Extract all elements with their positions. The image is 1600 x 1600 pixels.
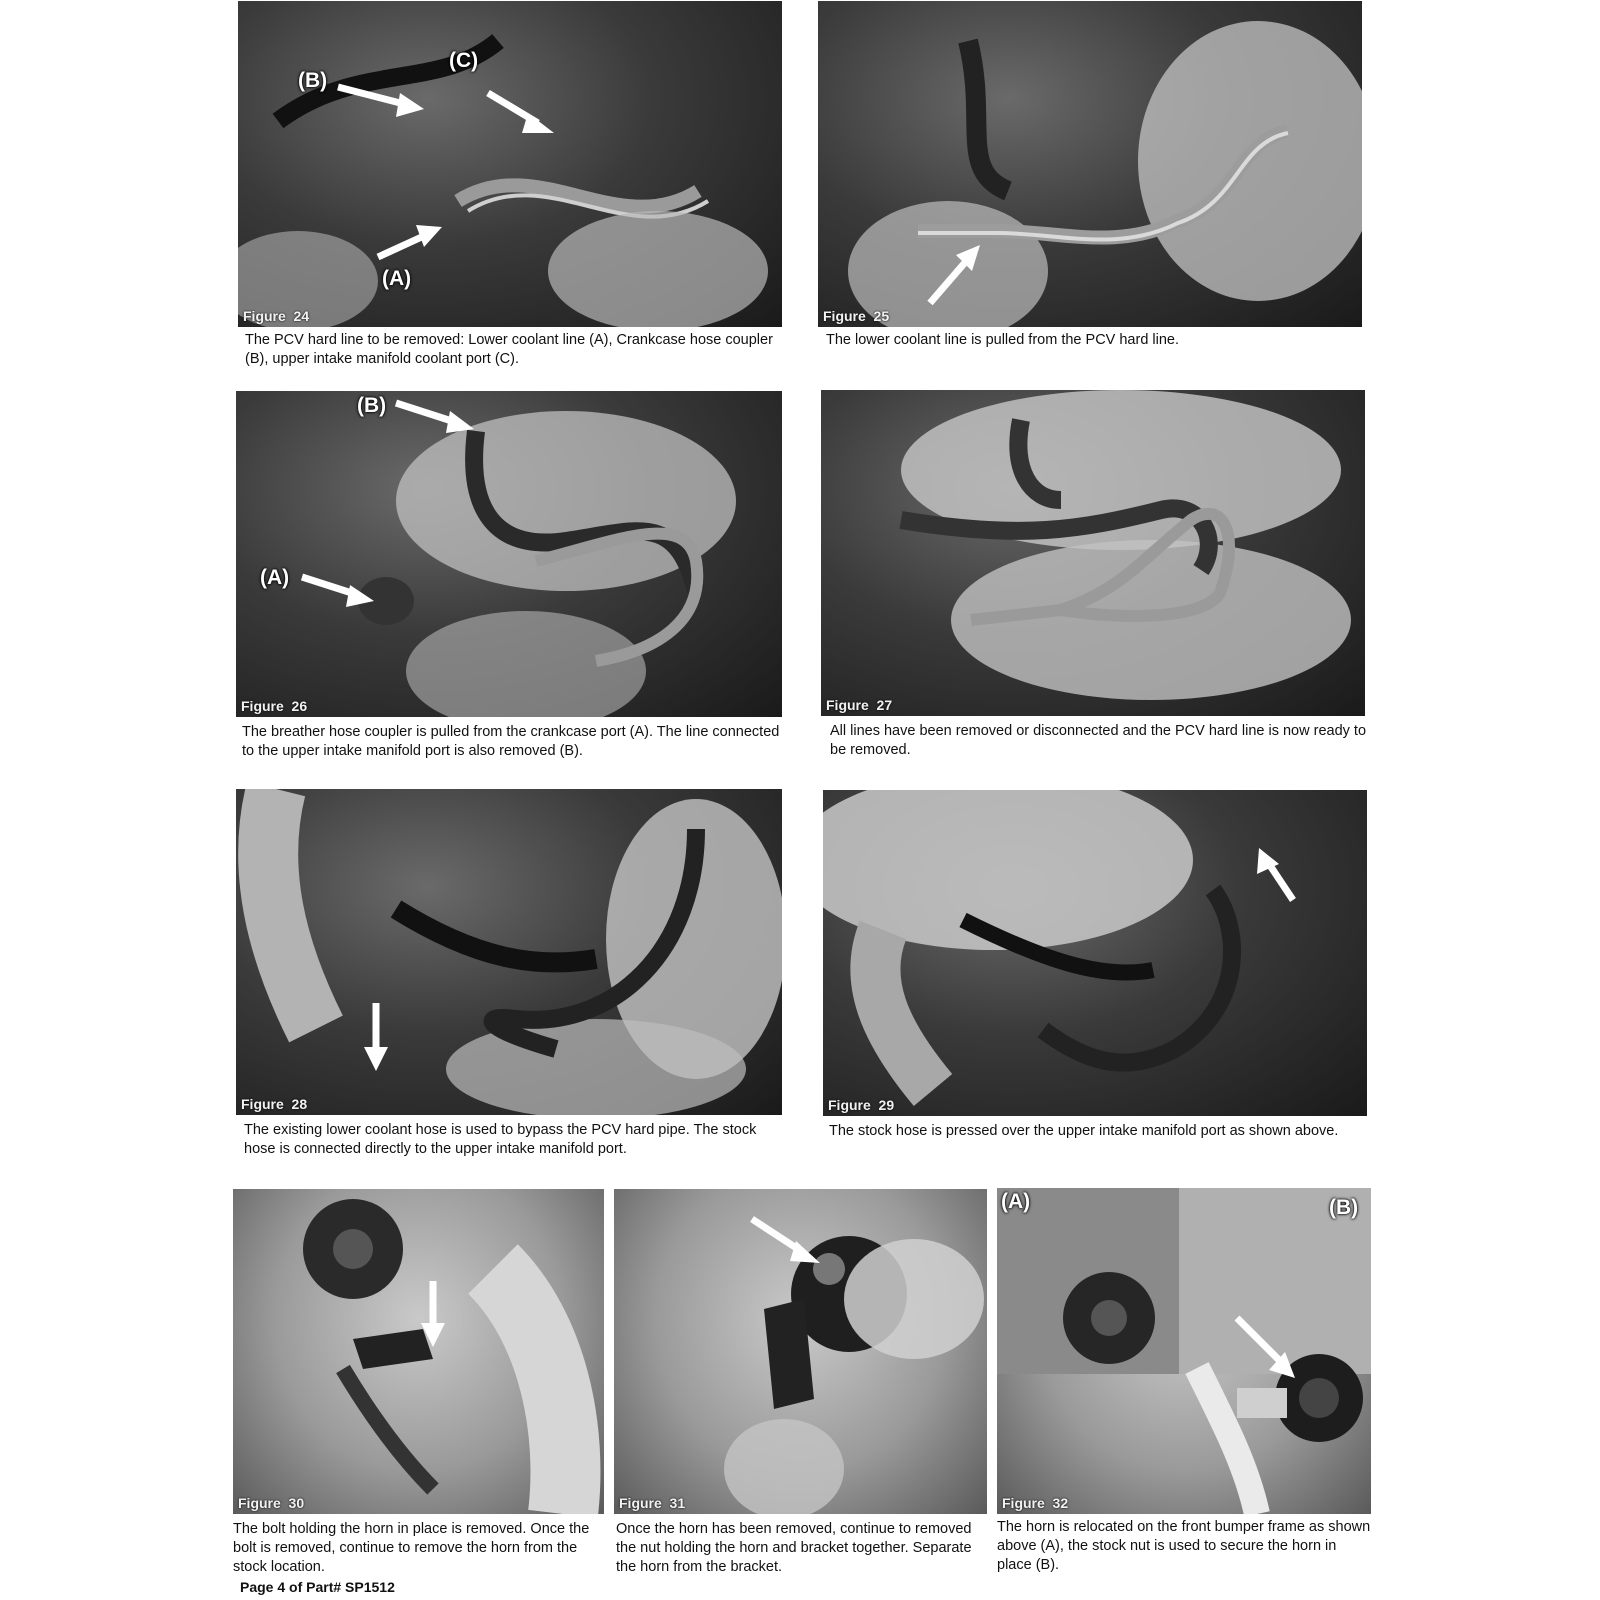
figure-label: Figure 29 — [828, 1097, 895, 1113]
arrow-icon — [378, 225, 442, 257]
figure-25-illustration — [818, 1, 1362, 327]
figure-27-illustration — [821, 390, 1365, 716]
figure-26-caption: The breather hose coupler is pulled from the crankcase port (A). The line connected to the upper intake manifold port is also removed (B). — [242, 724, 780, 759]
figure-label: Figure 24 — [243, 308, 310, 324]
figure-27-photo — [821, 390, 1365, 716]
callout-a: (A) — [1001, 1190, 1031, 1213]
callout-a: (A) — [260, 566, 290, 589]
figure-26-illustration — [236, 391, 782, 717]
callout-b: (B) — [298, 69, 328, 92]
arrow-icon — [364, 1003, 388, 1071]
figure-32-photo — [997, 1188, 1371, 1514]
figure-28-caption: The existing lower coolant hose is used to bypass the PCV hard pipe. The stock hose is connected directly to the upper intake manifold port. — [244, 1122, 757, 1157]
figure-label: Figure 25 — [823, 308, 890, 324]
figure-label: Figure 32 — [1002, 1495, 1069, 1511]
callout-b: (B) — [357, 394, 387, 417]
figure-24-photo — [238, 1, 782, 327]
figure-29-caption: The stock hose is pressed over the upper intake manifold port as shown above. — [829, 1123, 1339, 1139]
figure-25-photo — [818, 1, 1362, 327]
callout-c: (C) — [449, 49, 479, 72]
figure-28-photo — [236, 789, 782, 1115]
figure-31-photo — [614, 1189, 987, 1514]
figure-31-caption: Once the horn has been removed, continue to removed the nut holding the horn and bracket together. Separate the horn from the bracket. — [616, 1521, 972, 1575]
figure-31-illustration — [614, 1189, 987, 1514]
callout-b: (B) — [1329, 1196, 1359, 1219]
arrow-icon — [396, 403, 474, 433]
arrow-icon — [1257, 848, 1293, 900]
figure-label: Figure 26 — [241, 698, 308, 714]
figure-29-illustration — [823, 790, 1367, 1116]
arrow-icon — [488, 93, 554, 133]
figure-26-photo — [236, 391, 782, 717]
figure-32-caption: The horn is relocated on the front bumper frame as shown above (A), the stock nut is used to secure the horn in place (B). — [997, 1519, 1371, 1573]
callout-a: (A) — [382, 267, 412, 290]
figure-30-caption: The bolt holding the horn in place is removed. Once the bolt is removed, continue to remove the horn from the stock location. — [233, 1521, 590, 1575]
figure-32-illustration — [997, 1188, 1371, 1514]
figure-30-illustration — [233, 1189, 604, 1514]
figure-30-photo — [233, 1189, 604, 1514]
figure-29-photo — [823, 790, 1367, 1116]
figure-28-illustration — [236, 789, 782, 1115]
figure-label: Figure 31 — [619, 1495, 686, 1511]
page-footer: Page 4 of Part# SP1512 — [240, 1579, 395, 1595]
figure-24-caption: The PCV hard line to be removed: Lower coolant line (A), Crankcase hose coupler (B), upper intake manifold coolant port (C). — [245, 332, 773, 367]
figure-label: Figure 27 — [826, 697, 893, 713]
arrow-icon — [752, 1219, 820, 1263]
figure-label: Figure 28 — [241, 1096, 308, 1112]
figure-25-caption: The lower coolant line is pulled from the PCV hard line. — [826, 332, 1180, 348]
arrow-icon — [338, 87, 424, 117]
figure-label: Figure 30 — [238, 1495, 305, 1511]
figure-24-illustration — [238, 1, 782, 327]
figure-27-caption: All lines have been removed or disconnected and the PCV hard line is now ready to be removed. — [830, 723, 1367, 758]
